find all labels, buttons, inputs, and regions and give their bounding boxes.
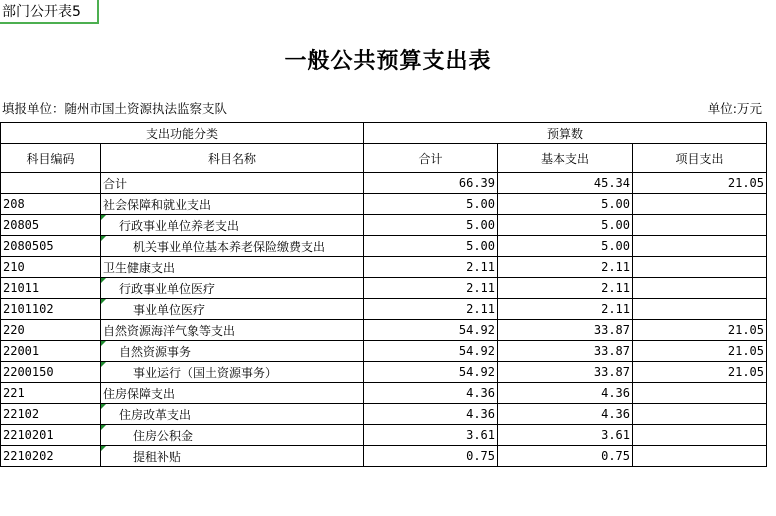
sheet-tab-label[interactable]: 部门公开表5: [0, 0, 99, 24]
cell-basic[interactable]: 45.34: [498, 173, 633, 194]
cell-project[interactable]: [633, 446, 767, 467]
table-row: [1, 299, 767, 320]
header-basic: 基本支出: [498, 144, 633, 173]
header-name: 科目名称: [101, 144, 364, 173]
cell-code[interactable]: [1, 173, 101, 194]
cell-basic[interactable]: 4.36: [498, 383, 633, 404]
cell-total[interactable]: 4.36: [364, 383, 498, 404]
cell-total[interactable]: 5.00: [364, 215, 498, 236]
cell-project[interactable]: [633, 236, 767, 257]
cell-project[interactable]: [633, 215, 767, 236]
cell-name[interactable]: 自然资源海洋气象等支出: [101, 320, 364, 341]
table-row: [1, 257, 767, 278]
cell-code[interactable]: 20805: [1, 215, 101, 236]
currency-unit: 单位:万元: [707, 101, 762, 116]
cell-project[interactable]: [633, 278, 767, 299]
cell-name[interactable]: 行政事业单位医疗: [101, 278, 364, 299]
cell-code[interactable]: 22001: [1, 341, 101, 362]
cell-name[interactable]: 事业运行（国土资源事务）: [101, 362, 364, 383]
cell-name[interactable]: 合计: [101, 173, 364, 194]
cell-code[interactable]: 21011: [1, 278, 101, 299]
cell-total[interactable]: 2.11: [364, 257, 498, 278]
cell-project[interactable]: [633, 425, 767, 446]
page-title: 一般公共预算支出表: [284, 48, 492, 74]
cell-name[interactable]: 住房改革支出: [101, 404, 364, 425]
cell-basic[interactable]: 3.61: [498, 425, 633, 446]
cell-total[interactable]: 54.92: [364, 320, 498, 341]
cell-project[interactable]: [633, 257, 767, 278]
cell-total[interactable]: 0.75: [364, 446, 498, 467]
reporting-unit: 填报单位：随州市国土资源执法监察支队: [2, 101, 228, 116]
cell-basic[interactable]: 33.87: [498, 320, 633, 341]
cell-basic[interactable]: 2.11: [498, 278, 633, 299]
cell-basic[interactable]: 4.36: [498, 404, 633, 425]
cell-project[interactable]: 21.05: [633, 320, 767, 341]
cell-total[interactable]: 5.00: [364, 236, 498, 257]
table-row: [1, 236, 767, 257]
table-row: [1, 425, 767, 446]
cell-code[interactable]: 2210201: [1, 425, 101, 446]
cell-code[interactable]: 22102: [1, 404, 101, 425]
cell-code[interactable]: 220: [1, 320, 101, 341]
cell-basic[interactable]: 0.75: [498, 446, 633, 467]
table-row: [1, 194, 767, 215]
expenditure-table: [0, 122, 767, 467]
cell-total[interactable]: 2.11: [364, 278, 498, 299]
table-row: [1, 362, 767, 383]
cell-total[interactable]: 5.00: [364, 194, 498, 215]
cell-project[interactable]: [633, 299, 767, 320]
cell-project[interactable]: [633, 194, 767, 215]
cell-project[interactable]: 21.05: [633, 341, 767, 362]
cell-code[interactable]: 2101102: [1, 299, 101, 320]
cell-project[interactable]: [633, 383, 767, 404]
cell-total[interactable]: 54.92: [364, 341, 498, 362]
cell-code[interactable]: 2200150: [1, 362, 101, 383]
cell-name[interactable]: 事业单位医疗: [101, 299, 364, 320]
table-row: [1, 341, 767, 362]
table-row: [1, 215, 767, 236]
cell-basic[interactable]: 5.00: [498, 215, 633, 236]
table-row: [1, 404, 767, 425]
cell-basic[interactable]: 2.11: [498, 299, 633, 320]
cell-name[interactable]: 机关事业单位基本养老保险缴费支出: [101, 236, 364, 257]
table-row: [1, 173, 767, 194]
table-row: [1, 320, 767, 341]
cell-code[interactable]: 2080505: [1, 236, 101, 257]
cell-name[interactable]: 住房公积金: [101, 425, 364, 446]
cell-project[interactable]: 21.05: [633, 173, 767, 194]
cell-total[interactable]: 2.11: [364, 299, 498, 320]
table-row: [1, 383, 767, 404]
cell-name[interactable]: 自然资源事务: [101, 341, 364, 362]
header-project: 项目支出: [633, 144, 767, 173]
cell-total[interactable]: 4.36: [364, 404, 498, 425]
cell-basic[interactable]: 5.00: [498, 194, 633, 215]
header-total: 合计: [364, 144, 498, 173]
cell-basic[interactable]: 2.11: [498, 257, 633, 278]
cell-code[interactable]: 208: [1, 194, 101, 215]
cell-name[interactable]: 社会保障和就业支出: [101, 194, 364, 215]
header-code: 科目编码: [1, 144, 101, 173]
cell-code[interactable]: 221: [1, 383, 101, 404]
cell-name[interactable]: 提租补贴: [101, 446, 364, 467]
header-function-classification: 支出功能分类: [1, 123, 364, 144]
cell-basic[interactable]: 33.87: [498, 362, 633, 383]
cell-basic[interactable]: 5.00: [498, 236, 633, 257]
cell-project[interactable]: [633, 404, 767, 425]
cell-total[interactable]: 66.39: [364, 173, 498, 194]
cell-total[interactable]: 54.92: [364, 362, 498, 383]
cell-name[interactable]: 行政事业单位养老支出: [101, 215, 364, 236]
cell-code[interactable]: 2210202: [1, 446, 101, 467]
table-row: [1, 446, 767, 467]
cell-name[interactable]: 卫生健康支出: [101, 257, 364, 278]
cell-code[interactable]: 210: [1, 257, 101, 278]
cell-basic[interactable]: 33.87: [498, 341, 633, 362]
table-row: [1, 278, 767, 299]
cell-name[interactable]: 住房保障支出: [101, 383, 364, 404]
header-budget-amount: 预算数: [364, 123, 767, 144]
cell-project[interactable]: 21.05: [633, 362, 767, 383]
cell-total[interactable]: 3.61: [364, 425, 498, 446]
